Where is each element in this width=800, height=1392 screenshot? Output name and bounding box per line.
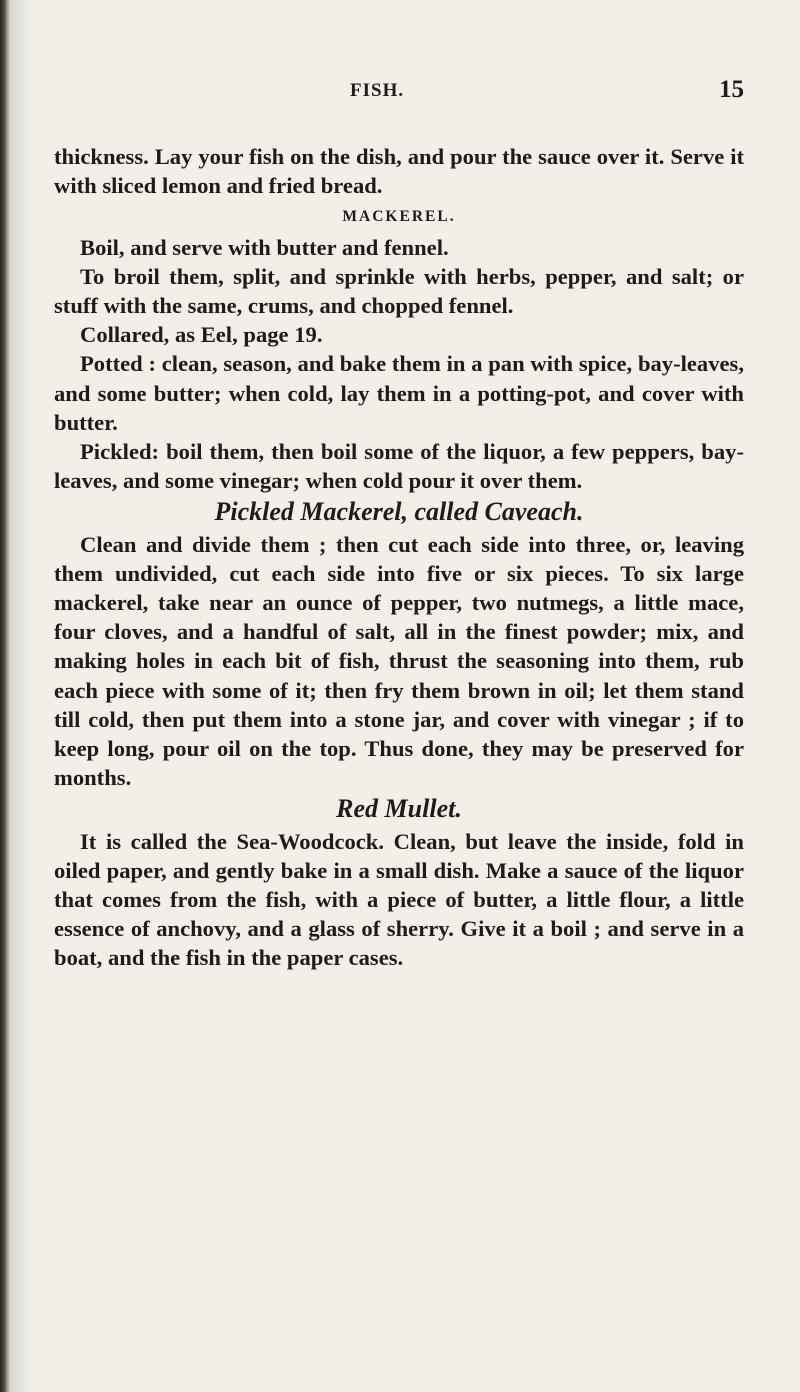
recipe-heading-caveach: Pickled Mackerel, called Caveach.: [214, 497, 584, 527]
page-number: 15: [719, 76, 744, 103]
gutter-shadow: [10, 0, 32, 1392]
paragraph-pickled: Pickled: boil them, then boil some of the liquor, a few peppers, bay-leaves, and some vinegar; when cold pour it over them.: [54, 439, 744, 494]
recipe-heading-red-mullet: Red Mullet.: [336, 794, 462, 824]
running-head: [54, 76, 744, 110]
book-page: [54, 76, 744, 973]
paragraph-broil: To broil them, split, and sprinkle with herbs, pepper, and salt; or stuff with the same, crums, and chopped fennel.: [54, 263, 744, 319]
paragraph-boil: Boil, and serve with butter and fennel.: [80, 234, 449, 260]
paragraph-caveach: Clean and divide them ; then cut each side into three, or, leaving them undivided, cut each side into five or six pieces. To six large mackerel, take near an ounce of pepper, two nutmegs, a little mace, four cloves, and a handful of salt, all in the finest powder; mix, and making holes in each bit of fish, thrust the seasoning into them, rub each piece with some of it; then fry them brown in oil; let them stand till cold, then put them into a stone jar, and cover with vinegar ; if to keep long, pour oil on the top. Thus done, they may be preserved for months.: [54, 531, 744, 791]
running-title: FISH.: [350, 80, 405, 101]
paragraph-potted: Potted : clean, season, and bake them in a pan with spice, bay-leaves, and some butter; when cold, lay them in a potting-pot, and cover with butter.: [54, 351, 744, 435]
paragraph-collared: Collared, as Eel, page 19.: [80, 322, 323, 348]
book-binding-edge: [0, 0, 10, 1392]
section-heading-mackerel: MACKEREL.: [342, 208, 456, 226]
page-text: [54, 142, 744, 973]
paragraph-red-mullet: It is called the Sea-Woodcock. Clean, but leave the inside, fold in oiled paper, and gently bake in a small dish. Make a sauce of the liquor that comes from the fish, with a piece of butter, a little flour, a little essence of anchovy, and a glass of sherry. Give it a boil ; and serve in a boat, and the fish in the paper cases.: [54, 828, 744, 971]
paragraph-continuation: thickness. Lay your fish on the dish, and pour the sauce over it. Serve it with sliced lemon and fried bread.: [54, 144, 744, 199]
